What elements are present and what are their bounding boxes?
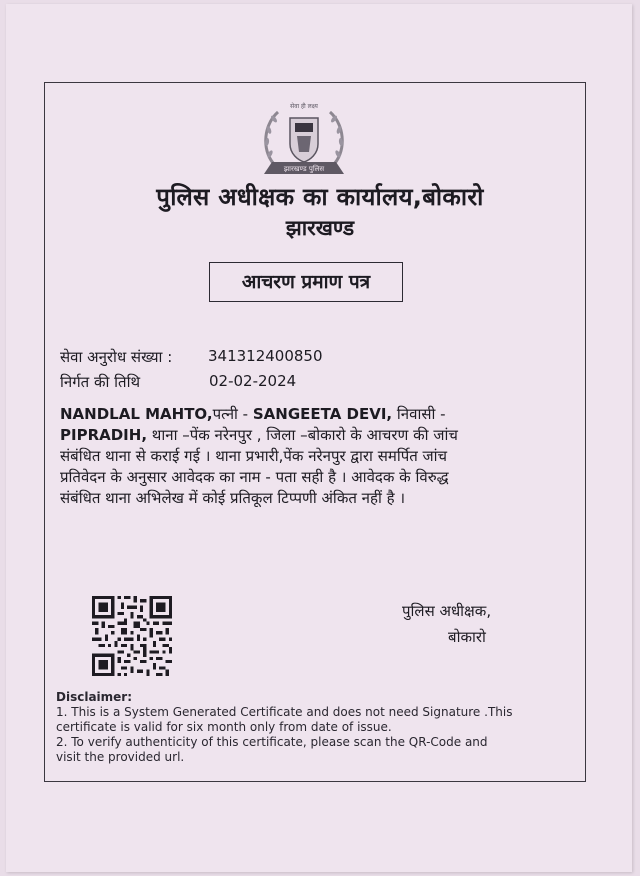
village-name: PIPRADIH,	[60, 426, 148, 444]
body-line-5: संबंधित थाना अभिलेख में कोई प्रतिकूल टिप्पणी अंकित नहीं है ।	[60, 489, 406, 507]
jharkhand-police-emblem-icon	[254, 96, 354, 184]
certificate-body	[60, 404, 570, 509]
body-line-4: प्रतिवेदन के अनुसार आवेदक का नाम - पता सही है । आवेदक के विरुद्ध	[60, 468, 449, 486]
resident-label: निवासी -	[392, 405, 446, 423]
certificate-title: आचरण प्रमाण पत्र	[209, 262, 403, 302]
disclaimer-line-4: visit the provided url.	[56, 750, 185, 764]
disclaimer-heading: Disclaimer:	[56, 690, 133, 704]
disclaimer-line-2: certificate is valid for six month only from date of issue.	[56, 720, 392, 734]
office-state: झारखण्ड	[285, 216, 355, 240]
signature-designation: पुलिस अधीक्षक,	[402, 602, 492, 620]
service-request-number: 341312400850	[208, 347, 323, 365]
issue-date-label: निर्गत की तिथि	[60, 373, 141, 391]
office-title: पुलिस अधीक्षक का कार्यालय,बोकारो	[156, 183, 484, 211]
issue-date-value: 02-02-2024	[209, 372, 297, 390]
applicant-name: NANDLAL MAHTO,	[60, 405, 213, 423]
service-request-row	[60, 347, 323, 367]
qr-code-icon[interactable]	[92, 596, 172, 676]
body-line-3: संबंधित थाना से कराई गई । थाना प्रभारी,पेंक नरेनपुर द्वारा समर्पित जांच	[60, 447, 448, 465]
relation-label: पत्नी -	[212, 405, 253, 423]
service-request-label: सेवा अनुरोध संख्या :	[60, 348, 173, 366]
emblem-banner-text: झारखण्ड पुलिस	[283, 165, 325, 173]
body-line-1	[60, 404, 570, 425]
disclaimer	[56, 690, 576, 765]
spouse-name: SANGEETA DEVI,	[252, 405, 393, 423]
issue-date-row	[60, 372, 297, 392]
disclaimer-line-3: 2. To verify authenticity of this certificate, please scan the QR-Code and	[56, 735, 488, 749]
signature-place: बोकारो	[448, 628, 486, 646]
body-line-2	[60, 425, 570, 446]
disclaimer-line-1: 1. This is a System Generated Certificate and does not need Signature .This	[56, 705, 513, 719]
emblem-motto-text: सेवा ही लक्ष्य	[290, 103, 318, 110]
body-line-2-text: थाना –पेंक नरेनपुर , जिला –बोकारो के आचरण की जांच	[147, 426, 458, 444]
